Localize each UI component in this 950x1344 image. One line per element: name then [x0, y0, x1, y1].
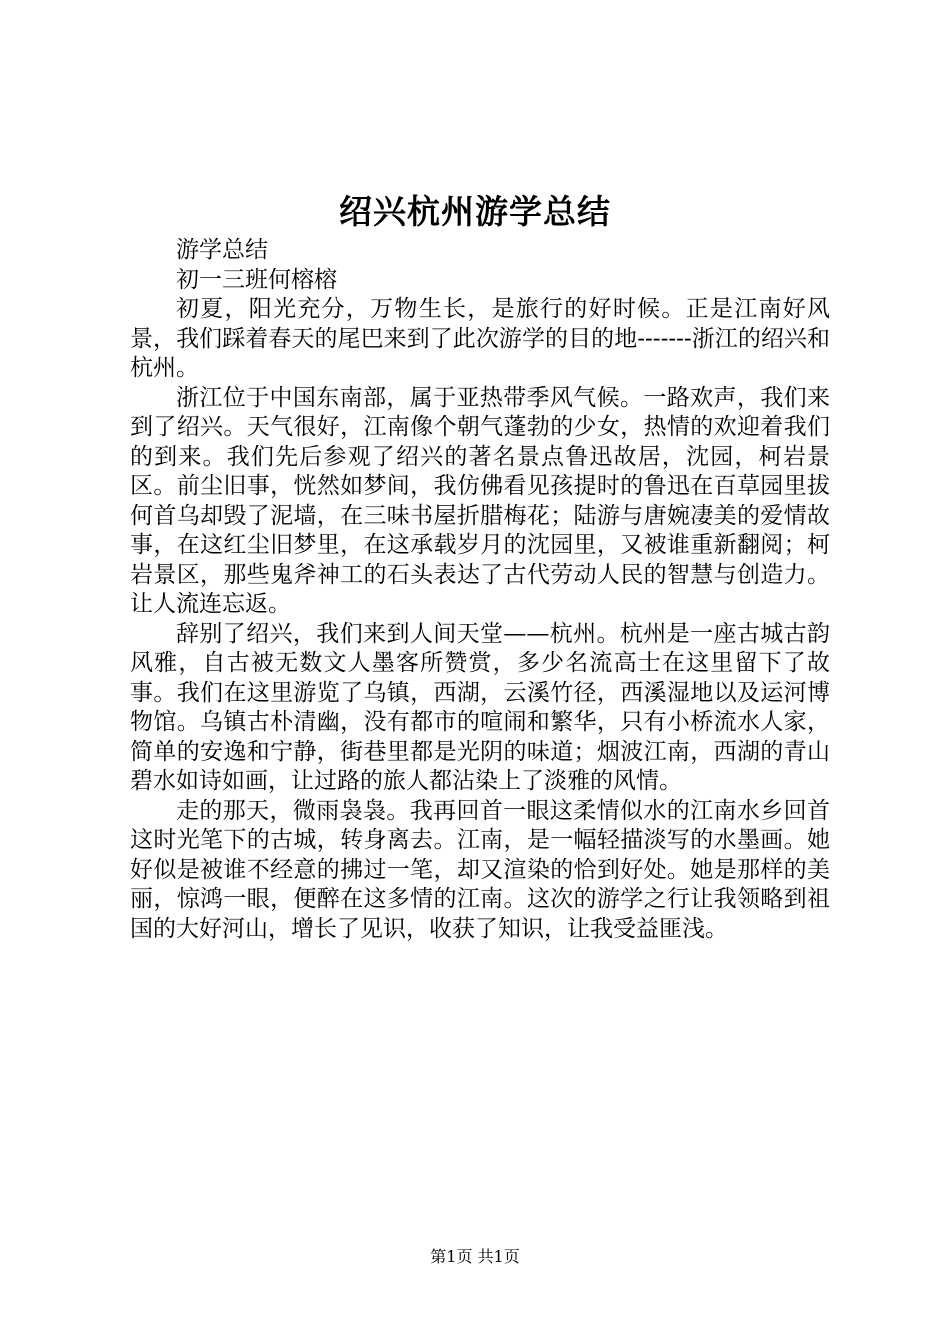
document-body: [130, 236, 830, 944]
paragraph-shaoxing: 浙江位于中国东南部，属于亚热带季风气候。一路欢声，我们来到了绍兴。天气很好，江南像个朝气蓬勃的少女，热情的欢迎着我们的到来。我们先后参观了绍兴的著名景点鲁迅故居，沈园，柯岩景区。前尘旧事，恍然如梦间，我仿佛看见孩提时的鲁迅在百草园里拔何首乌却毁了泥墙，在三味书屋折腊梅花；陆游与唐婉凄美的爱情故事，在这红尘旧梦里，在这承载岁月的沈园里，又被谁重新翻阅；柯岩景区，那些鬼斧神工的石头表达了古代劳动人民的智慧与创造力。让人流连忘返。: [130, 384, 830, 617]
paragraph-conclusion: 走的那天，微雨袅袅。我再回首一眼这柔情似水的江南水乡回首这时光笔下的古城，转身离去。江南，是一幅轻描淡写的水墨画。她好似是被谁不经意的拂过一笔，却又渲染的恰到好处。她是那样的美丽，惊鸿一眼，便醉在这多情的江南。这次的游学之行让我领略到祖国的大好河山，增长了见识，收获了知识，让我受益匪浅。: [130, 797, 830, 942]
document-title: 绍兴杭州游学总结: [339, 192, 611, 231]
paragraph-heading: 游学总结: [176, 237, 268, 263]
page-footer: 第1页 共1页: [430, 1247, 520, 1266]
paragraph-intro: 初夏，阳光充分，万物生长，是旅行的好时候。正是江南好风景，我们踩着春天的尾巴来到了此次游学的目的地-------浙江的绍兴和杭州。: [130, 296, 830, 381]
paragraph-hangzhou: 辞别了绍兴，我们来到人间天堂——杭州。杭州是一座古城古韵风雅，自古被无数文人墨客所赞赏，多少名流高士在这里留下了故事。我们在这里游览了乌镇，西湖，云溪竹径，西溪湿地以及运河博物馆。乌镇古朴清幽，没有都市的喧闹和繁华，只有小桥流水人家，简单的安逸和宁静，街巷里都是光阴的味道；烟波江南，西湖的青山碧水如诗如画，让过路的旅人都沾染上了淡雅的风情。: [130, 620, 830, 794]
paragraph-author: 初一三班何榕榕: [176, 266, 337, 293]
